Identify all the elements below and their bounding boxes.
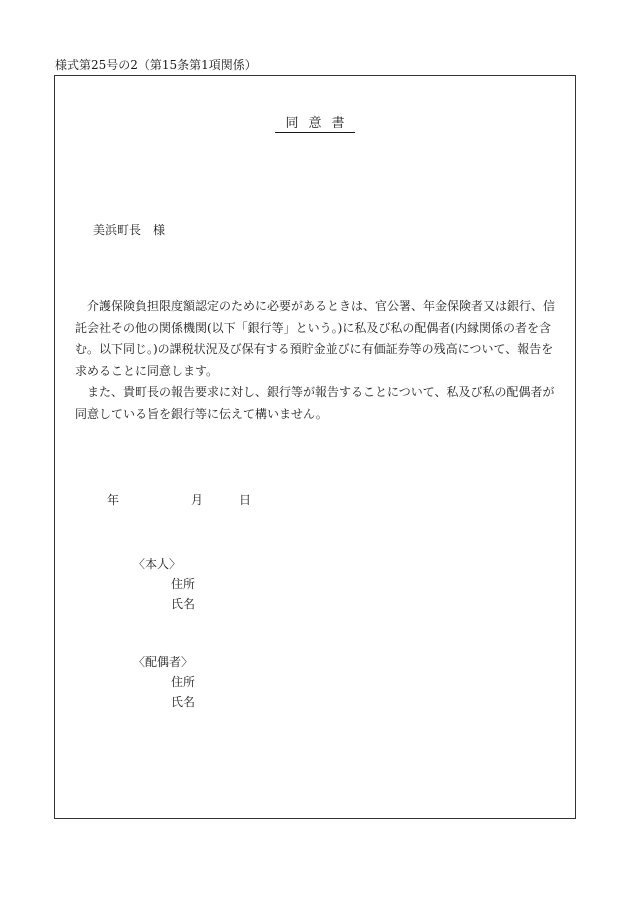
document-frame	[54, 75, 576, 819]
month-label: 月	[191, 493, 204, 507]
consent-body	[75, 296, 555, 425]
self-address-label: 住所	[171, 577, 196, 591]
spouse-section	[133, 652, 195, 712]
spouse-address-label: 住所	[171, 675, 196, 689]
document-title: 同意書	[275, 116, 354, 133]
year-label: 年	[107, 493, 120, 507]
spouse-heading: 〈配偶者〉	[133, 655, 194, 669]
self-name-label: 氏名	[171, 597, 196, 611]
form-number: 様式第25号の2（第15条第1項関係）	[55, 58, 257, 72]
title-wrapper	[55, 116, 575, 133]
self-heading: 〈本人〉	[133, 557, 182, 571]
spouse-name-label: 氏名	[171, 695, 196, 709]
self-section	[133, 554, 195, 614]
day-label: 日	[239, 493, 252, 507]
consent-paragraph-2: また、貴町長の報告要求に対し、銀行等が報告することについて、私及び私の配偶者が同意している旨を銀行等に伝えて構いません。	[75, 385, 555, 421]
consent-paragraph-1: 介護保険負担限度額認定のために必要があるときは、官公署、年金保険者又は銀行、信託会社その他の関係機関(以下「銀行等」という。)に私及び私の配偶者(内縁関係の者を含む。以下同じ。)の課税状況及び保有する預貯金並びに有価証券等の残高について、報告を求めることに同意します。	[75, 299, 556, 378]
date-row	[107, 491, 251, 508]
addressee: 美浜町長 様	[93, 223, 166, 237]
